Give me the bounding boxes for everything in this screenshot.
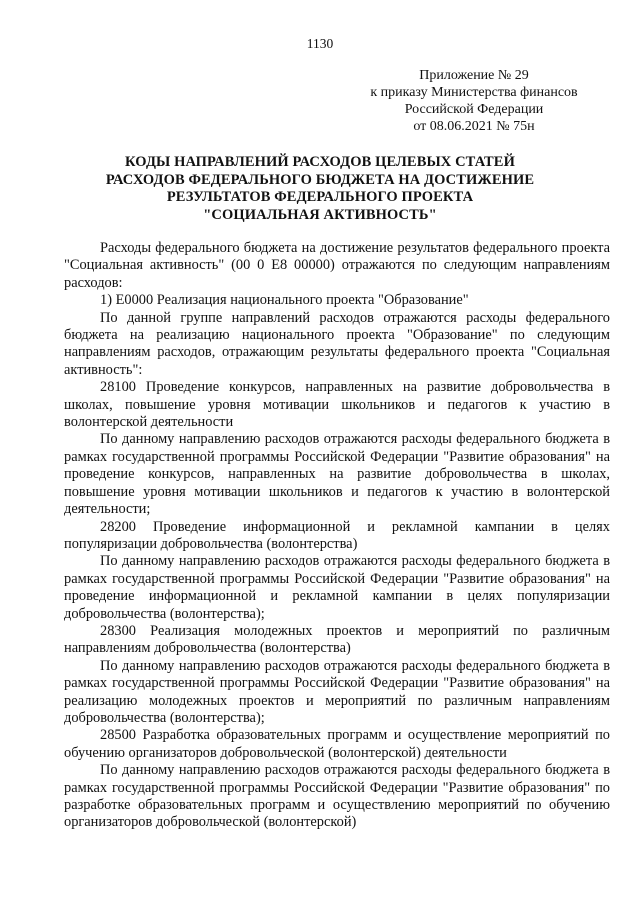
document-body <box>64 240 610 832</box>
appendix-authority: Российской Федерации <box>404 102 544 117</box>
title-line: РАСХОДОВ ФЕДЕРАЛЬНОГО БЮДЖЕТА НА ДОСТИЖЕНИЕ <box>105 171 535 188</box>
title-line: "СОЦИАЛЬНАЯ АКТИВНОСТЬ" <box>203 206 437 223</box>
body-paragraph: По данному направлению расходов отражаются расходы федерального бюджета в рамках государственной программы Российской Федерации "Развитие образования" на проведение конкурсов, направленных на развитие добровольчества в школах, повышение уровня мотивации школьников и педагогов к участию в волонтерской деятельности; <box>64 431 610 518</box>
expense-code-heading: 28300 Реализация молодежных проектов и мероприятий по различным направлениям добровольчества (волонтерства) <box>64 622 610 657</box>
expense-code-heading: 28500 Разработка образовательных программ и осуществление мероприятий по обучению организаторов добровольческой (волонтерской) деятельности <box>64 727 610 761</box>
expense-code-heading: 28100 Проведение конкурсов, направленных на развитие добровольчества в школах, повышение уровня мотивации школьников и педагогов к участию в волонтерской деятельности <box>64 379 610 431</box>
document-title <box>60 154 580 224</box>
appendix-header <box>354 67 594 135</box>
body-paragraph: Расходы федерального бюджета на достижение результатов федерального проекта "Социальная активность" (00 0 Е8 00000) отражаются по следующим направлениям расходов: <box>64 240 610 291</box>
title-line: РЕЗУЛЬТАТОВ ФЕДЕРАЛЬНОГО ПРОЕКТА <box>166 189 474 205</box>
page-number: 1130 <box>306 36 334 51</box>
body-paragraph: По данной группе направлений расходов отражаются расходы федерального бюджета на реализацию национального проекта "Образование" по следующим направлениям расходов, отражающим результаты федерального проекта "Социальная активность": <box>64 309 610 378</box>
appendix-number: Приложение № 29 <box>419 68 529 83</box>
appendix-order-ref: к приказу Министерства финансов <box>370 85 578 100</box>
body-paragraph: По данному направлению расходов отражаются расходы федерального бюджета в рамках государственной программы Российской Федерации "Развитие образования" по разработке образовательных программ и осуществлению мероприятий по обучению организаторов добровольческой (волонтерской) <box>64 762 610 831</box>
body-paragraph: По данному направлению расходов отражаются расходы федерального бюджета в рамках государственной программы Российской Федерации "Развитие образования" на реализацию молодежных проектов и мероприятий по различным направлениям добровольчества (волонтерства); <box>64 657 610 726</box>
title-line: КОДЫ НАПРАВЛЕНИЙ РАСХОДОВ ЦЕЛЕВЫХ СТАТЕЙ <box>125 154 515 170</box>
section-heading: 1) Е0000 Реализация национального проекта "Образование" <box>100 292 469 309</box>
appendix-order-date: от 08.06.2021 № 75н <box>413 119 535 134</box>
body-paragraph: По данному направлению расходов отражаются расходы федерального бюджета в рамках государственной программы Российской Федерации "Развитие образования" на проведение информационной и рекламной кампании в целях популяризации добровольчества (волонтерства); <box>64 553 610 622</box>
expense-code-heading: 28200 Проведение информационной и рекламной кампании в целях популяризации добровольчества (волонтерства) <box>64 518 610 552</box>
